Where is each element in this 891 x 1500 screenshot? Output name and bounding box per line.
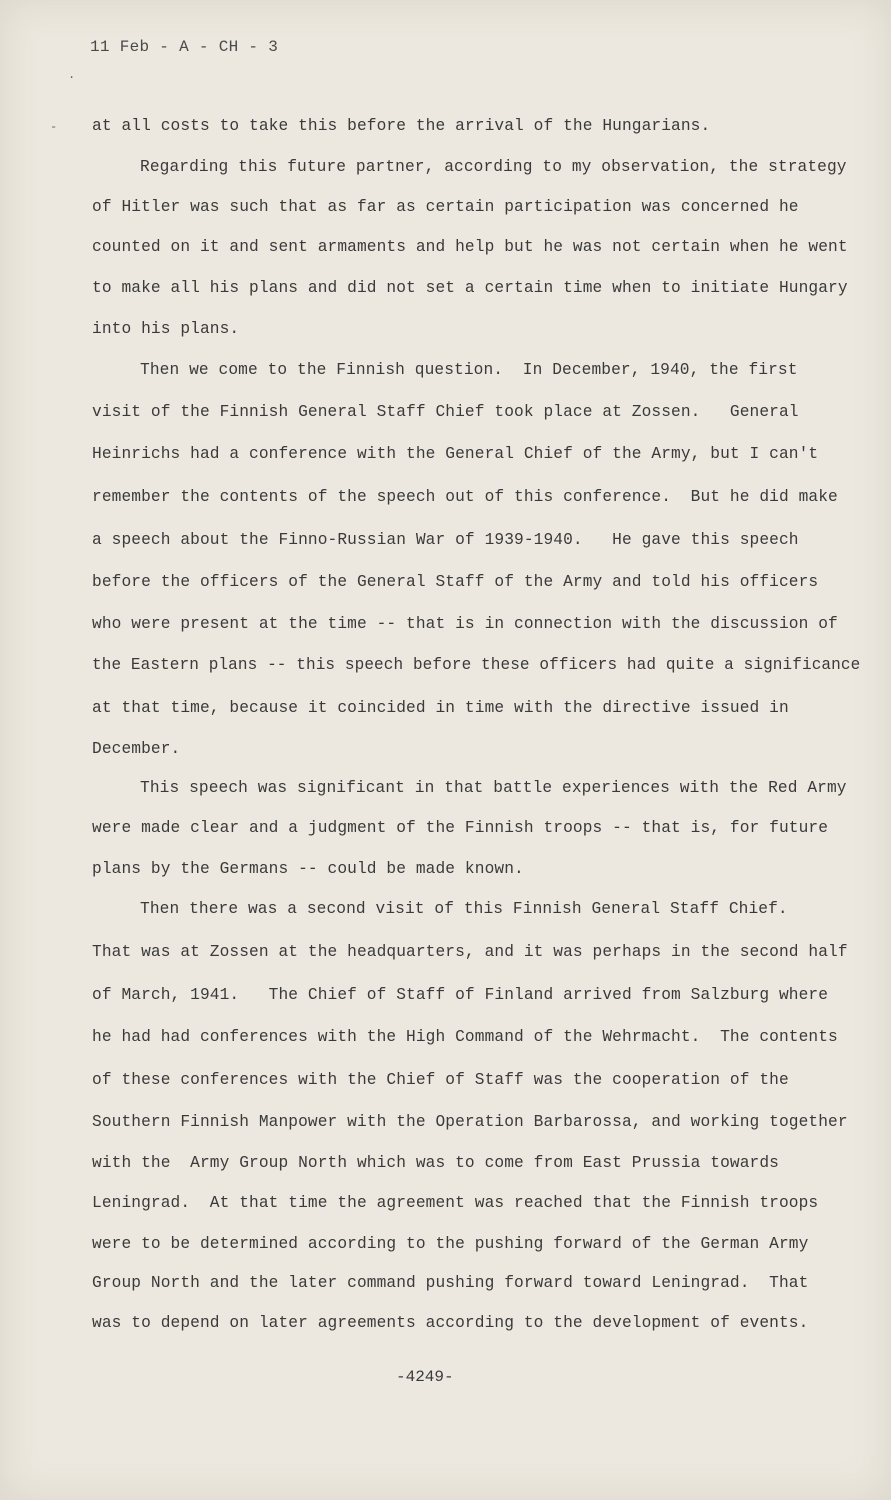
text-line: he had had conferences with the High Command of the Wehrmacht. The contents (92, 1028, 838, 1046)
text-line: visit of the Finnish General Staff Chief took place at Zossen. General (92, 403, 799, 421)
text-line: at all costs to take this before the arrival of the Hungarians. (92, 117, 711, 135)
page-header: 11 Feb - A - CH - 3 (90, 38, 279, 56)
text-line: Then we come to the Finnish question. In December, 1940, the first (140, 361, 798, 379)
text-line: Then there was a second visit of this Finnish General Staff Chief. (140, 900, 788, 918)
text-line: counted on it and sent armaments and help but he was not certain when he went (92, 238, 848, 256)
text-line: before the officers of the General Staff of the Army and told his officers (92, 573, 819, 591)
text-line: of these conferences with the Chief of Staff was the cooperation of the (92, 1071, 789, 1089)
text-line: Group North and the later command pushing forward toward Leningrad. That (92, 1274, 809, 1292)
text-line: Regarding this future partner, according to my observation, the strategy (140, 158, 847, 176)
margin-mark: . (68, 68, 76, 82)
text-line: were made clear and a judgment of the Finnish troops -- that is, for future (92, 819, 829, 837)
text-line: That was at Zossen at the headquarters, and it was perhaps in the second half (92, 943, 848, 961)
text-line: December. (92, 740, 181, 758)
text-line: with the Army Group North which was to come from East Prussia towards (92, 1154, 779, 1172)
text-line: to make all his plans and did not set a certain time when to initiate Hungary (92, 279, 848, 297)
text-line: into his plans. (92, 320, 240, 338)
page-number: -4249- (396, 1368, 454, 1386)
text-line: remember the contents of the speech out of this conference. But he did make (92, 488, 838, 506)
text-line: Leningrad. At that time the agreement was reached that the Finnish troops (92, 1194, 819, 1212)
text-line: of March, 1941. The Chief of Staff of Finland arrived from Salzburg where (92, 986, 829, 1004)
text-line: at that time, because it coincided in time with the directive issued in (92, 699, 789, 717)
text-line: a speech about the Finno-Russian War of 1939-1940. He gave this speech (92, 531, 799, 549)
text-line: of Hitler was such that as far as certain participation was concerned he (92, 198, 799, 216)
text-line: plans by the Germans -- could be made known. (92, 860, 524, 878)
text-line: Heinrichs had a conference with the General Chief of the Army, but I can't (92, 445, 819, 463)
text-line: was to depend on later agreements according to the development of events. (92, 1314, 809, 1332)
text-line: who were present at the time -- that is in connection with the discussion of (92, 615, 838, 633)
text-line: were to be determined according to the pushing forward of the German Army (92, 1235, 809, 1253)
text-line: the Eastern plans -- this speech before these officers had quite a significance (92, 656, 861, 674)
text-line: This speech was significant in that battle experiences with the Red Army (140, 779, 847, 797)
margin-mark: - (50, 120, 58, 134)
text-line: Southern Finnish Manpower with the Operation Barbarossa, and working together (92, 1113, 848, 1131)
